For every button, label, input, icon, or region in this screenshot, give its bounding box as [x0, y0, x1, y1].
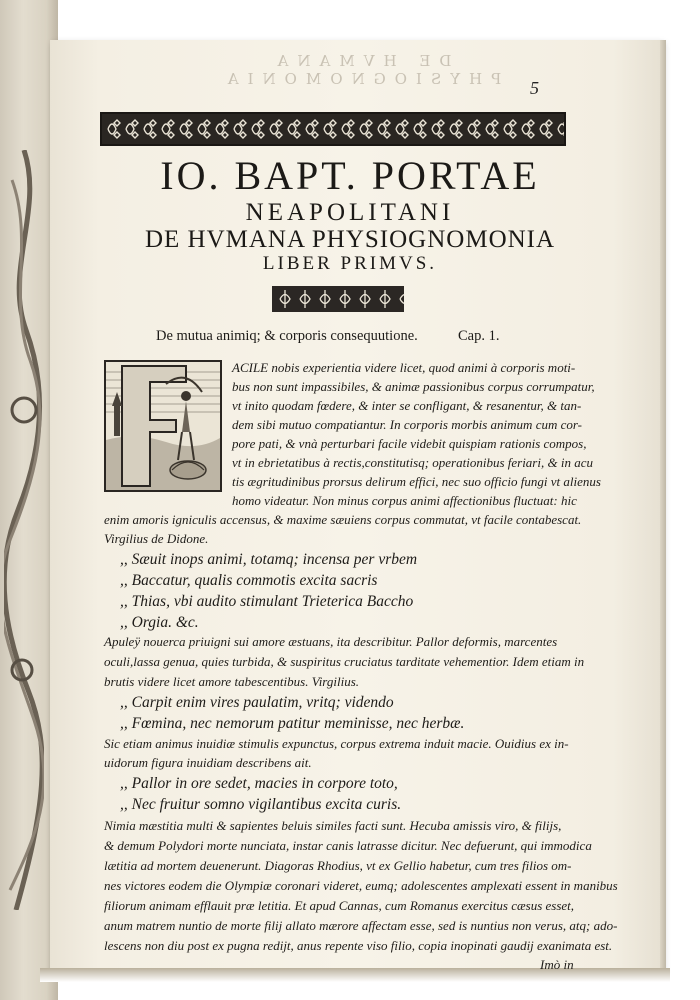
body-line: pore pati, & vnà perturbari facile videbit quispiam rationis compos, — [232, 436, 587, 451]
body-line: dem sibi mutuo compatiantur. In corporis morbis animum cum cor- — [232, 417, 583, 432]
body-line: tis ægritudinibus prorsus delirum effici, nec suo officio fungi vt alienus — [232, 474, 601, 489]
headband-pattern-icon — [102, 114, 564, 144]
ornamental-headband — [100, 112, 566, 146]
body-line: Apuleÿ nouerca priuigni sui amore æstuans, ita describitur. Pallor deformis, marcentes — [104, 634, 558, 649]
body-line: lescens non diu post ex pugna redijt, anus repente viso filio, copia inopinati gaudij exanimata est. — [104, 938, 613, 953]
body-line: lætitia ad mortem deuenerunt. Diagoras Rhodius, vt ex Gellio habetur, cum tres filios om- — [104, 858, 572, 873]
body-line: anum matrem nuntio de morte filij allato mærore affectam esse, sed is nuntius non verus, atq; ado- — [104, 918, 618, 933]
chapter-title: De mutua animiq; & corporis consequutione. — [156, 328, 418, 344]
fleuron-ornament — [272, 286, 404, 312]
show-through-text: DE HVMANA PHYSIOGNOMONIA — [218, 52, 502, 88]
body-line: vt in ebrietatibus à rectis,constitutisq; operationibus feriari, & in acu — [232, 455, 593, 470]
body-line: ACILE nobis experientia videre licet, quod animi à corporis moti- — [232, 360, 576, 375]
body-line: brutis videre licet amore tabescentibus. Virgilius. — [104, 674, 360, 689]
body-line: ,, Fœmina, nec nemorum patitur meminisse, nec herbæ. — [120, 715, 465, 732]
engraved-frame-ornament-icon — [4, 150, 44, 910]
body-line: & demum Polydori morte nunciata, instar canis latrasse dicitur. Nec defuerunt, qui immodica — [104, 838, 592, 853]
page-fore-edge — [660, 40, 666, 970]
body-line: bus non sunt impassibiles, & animæ passionibus corpus corrumpatur, — [232, 379, 595, 394]
body-line: homo videatur. Non minus corpus animi affectionibus fluctuat: hic — [232, 493, 577, 508]
body-line: Nimia mæstitia multi & sapientes beluis similes facti sunt. Hecuba amissis viro, & filijs, — [104, 818, 562, 833]
body-line: oculi,lassa genua, quies turbida, & suspiritus cruciatus tarditate vehementior. Idem etiam in — [104, 654, 585, 669]
body-line: Virgilius de Didone. — [104, 531, 209, 546]
title-book: LIBER PRIMVS. — [262, 253, 438, 274]
page-shadow — [40, 968, 670, 982]
fleuron-icon — [272, 286, 404, 312]
body-line: Imò in — [540, 957, 574, 972]
chapter-heading — [156, 328, 500, 345]
body-line: ,, Pallor in ore sedet, macies in corpore toto, — [120, 775, 398, 792]
body-line: ,, Nec fruitur somno vigilantibus excita curis. — [120, 796, 402, 813]
body-line: ,, Baccatur, qualis commotis excita sacris — [120, 572, 378, 589]
body-line: nes victores eodem die Olympiæ coronari videret, eumq; adolescentes amplexati essent in manibus — [104, 878, 618, 893]
title-origin: NEAPOLITANI — [245, 199, 455, 226]
title-author: IO. BAPT. PORTAE — [160, 153, 540, 198]
body-line: ,, Orgia. &c. — [120, 614, 199, 631]
body-line: uidorum figura inuidiam describens ait. — [104, 755, 312, 770]
body-line: filiorum animam efflauit præ letitia. Et apud Cannas, cum Romanus exercitus cæsus esset, — [104, 898, 575, 913]
woodcut-initial-icon — [104, 360, 222, 492]
body-line: ,, Thias, vbi audito stimulant Trieterica Baccho — [120, 593, 414, 610]
title-work: DE HVMANA PHYSIOGNOMONIA — [144, 226, 556, 253]
body-line: vt inito quodam fœdere, & inter se confligant, & resanentur, & tan- — [232, 398, 582, 413]
body-line: Sic etiam animus inuidiæ stimulis expunctus, corpus extrema induit macie. Ouidius ex in- — [104, 736, 569, 751]
body-line: enim amoris igniculis accensus, & maxime sæuiens corpus commutat, vt facile contabescat. — [104, 512, 582, 527]
chapter-number: Cap. 1. — [458, 328, 500, 344]
page-number: 5 — [530, 78, 539, 98]
body-line: ,, Carpit enim vires paulatim, vritq; videndo — [120, 694, 394, 711]
body-line: ,, Sæuit inops animi, totamq; incensa per vrbem — [120, 551, 418, 568]
